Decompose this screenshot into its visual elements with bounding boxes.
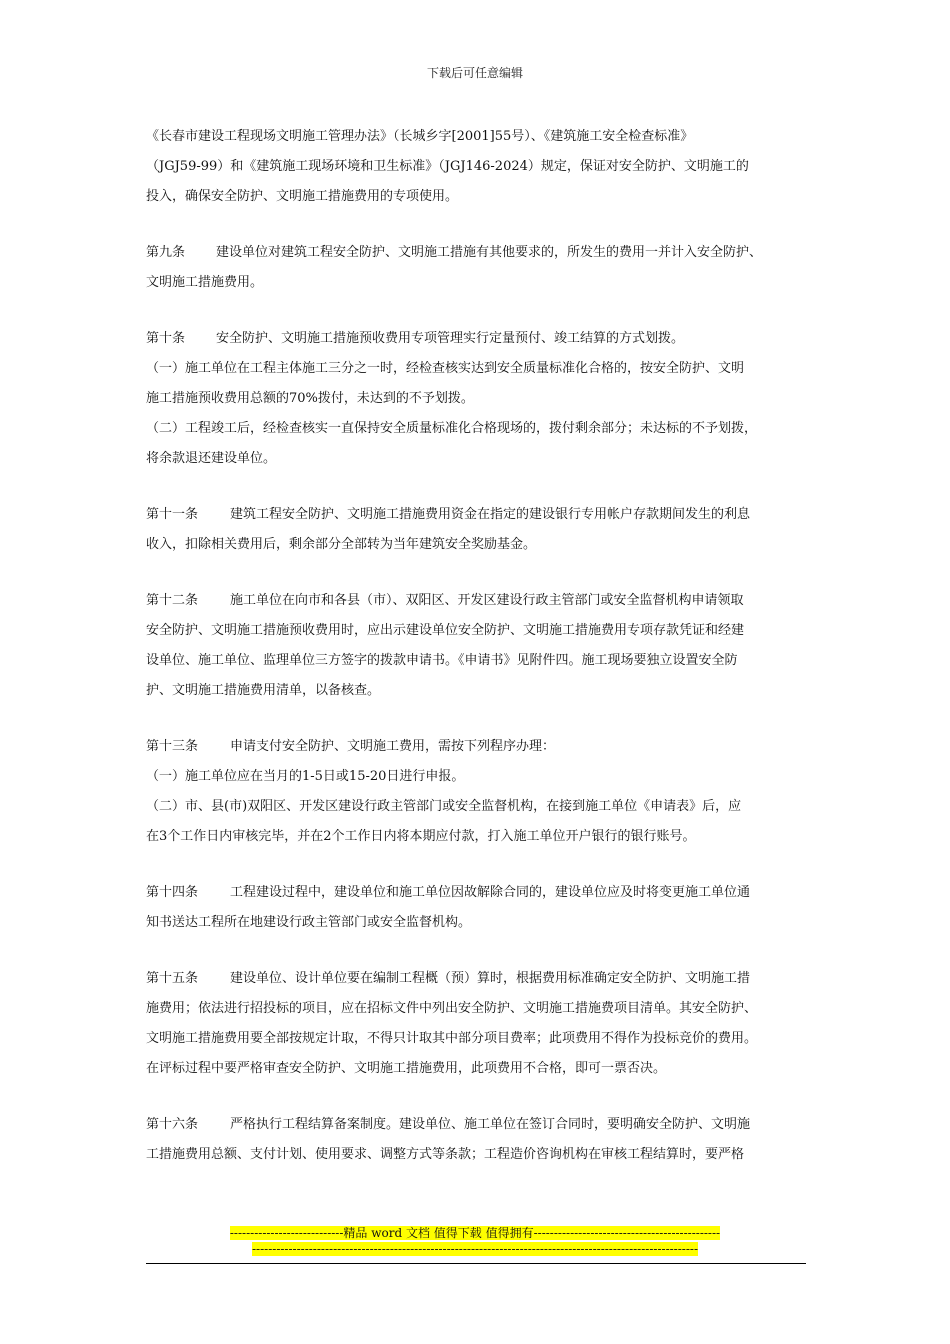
article-14 — [146, 878, 810, 938]
text-line: （二）工程竣工后，经检查核实一直保持安全质量标准化合格现场的，拨付剩余部分；未达标的不予划拨， — [146, 421, 758, 436]
footer-divider — [146, 1263, 806, 1264]
text-line: 严格执行工程结算备案制度。建设单位、施工单位在签订合同时，要明确安全防护、文明施 — [230, 1117, 751, 1132]
article-heading: 第九条 — [146, 245, 186, 260]
text-line: （JGJ59-99）和《建筑施工现场环境和卫生标准》（JGJ146-2024）规定，保证对安全防护、文明施工的 — [146, 159, 749, 174]
article-11 — [146, 500, 810, 560]
footer-dashes — [0, 1241, 950, 1257]
text-line: 工措施费用总额、支付计划、使用要求、调整方式等条款；工程造价咨询机构在审核工程结算时，要严格 — [146, 1147, 745, 1162]
footer-dashes-text: -------------------------------------------------------------------------------------------------------------- — [251, 1242, 698, 1256]
text-line: 设单位、施工单位、监理单位三方签字的拨款申请书。《申请书》见附件四。施工现场要独立设置安全防 — [146, 653, 738, 668]
text-line: 工程建设过程中，建设单位和施工单位因故解除合同的，建设单位应及时将变更施工单位通 — [230, 885, 751, 900]
article-9 — [146, 238, 810, 298]
text-line: 将余款退还建设单位。 — [146, 451, 277, 466]
text-line: （二）市、县(市)双阳区、开发区建设行政主管部门或安全监督机构，在接到施工单位《申请表》后，应 — [146, 799, 742, 814]
article-10 — [146, 324, 810, 474]
text-line: （一）施工单位在工程主体施工三分之一时，经检查核实达到安全质量标准化合格的，按安全防护、文明 — [146, 361, 745, 376]
text-line: 建设单位对建筑工程安全防护、文明施工措施有其他要求的，所发生的费用一并计入安全防护、 — [216, 245, 763, 260]
text-line: 《长春市建设工程现场文明施工管理办法》（长城乡字[2001]55号）、《建筑施工安全检查标准》 — [146, 129, 694, 144]
text-line: 施工单位在向市和各县（市）、双阳区、开发区建设行政主管部门或安全监督机构申请领取 — [230, 593, 744, 608]
article-heading: 第十五条 — [146, 971, 199, 986]
text-line: 申请支付安全防护、文明施工费用，需按下列程序办理： — [230, 739, 556, 754]
text-line: 文明施工措施费用。 — [146, 275, 264, 290]
article-heading: 第十三条 — [146, 739, 199, 754]
article-15 — [146, 964, 810, 1084]
text-line: 建筑工程安全防护、文明施工措施费用资金在指定的建设银行专用帐户存款期间发生的利息 — [230, 507, 751, 522]
text-line: 施工措施预收费用总额的70%拨付，未达到的不予划拨。 — [146, 391, 474, 406]
article-heading: 第十二条 — [146, 593, 199, 608]
footer-banner — [0, 1225, 950, 1241]
text-line: 建设单位、设计单位要在编制工程概（预）算时，根据费用标准确定安全防护、文明施工措 — [230, 971, 751, 986]
text-line: 安全防护、文明施工措施预收费用专项管理实行定量预付、竣工结算的方式划拨。 — [216, 331, 685, 346]
article-heading: 第十条 — [146, 331, 186, 346]
page-footer — [0, 1225, 950, 1257]
article-12 — [146, 586, 810, 706]
article-16 — [146, 1110, 810, 1170]
text-line: 安全防护、文明施工措施预收费用时，应出示建设单位安全防护、文明施工措施费用专项存款凭证和经建 — [146, 623, 745, 638]
text-line: 在评标过程中要严格审查安全防护、文明施工措施费用，此项费用不合格，即可一票否决。 — [146, 1061, 667, 1076]
text-line: 护、文明施工措施费用清单，以备核查。 — [146, 683, 381, 698]
text-line: 在3个工作日内审核完毕，并在2个工作日内将本期应付款，打入施工单位开户银行的银行账号。 — [146, 829, 696, 844]
text-line: 收入，扣除相关费用后，剩余部分全部转为当年建筑安全奖励基金。 — [146, 537, 537, 552]
text-line: （一）施工单位应在当月的1-5日或15-20日进行申报。 — [146, 769, 465, 784]
article-13 — [146, 732, 810, 852]
document-body — [146, 122, 810, 1196]
footer-banner-text: ----------------------------精品 word 文档 值得下载 值得拥有---------------------------------------------- — [229, 1226, 721, 1240]
text-line: 投入，确保安全防护、文明施工措施费用的专项使用。 — [146, 189, 459, 204]
text-line: 知书送达工程所在地建设行政主管部门或安全监督机构。 — [146, 915, 472, 930]
text-line: 施费用；依法进行招投标的项目，应在招标文件中列出安全防护、文明施工措施费项目清单。其安全防护、 — [146, 1001, 758, 1016]
paragraph-intro — [146, 122, 810, 212]
article-heading: 第十四条 — [146, 885, 199, 900]
page-header: 下载后可任意编辑 — [426, 66, 523, 80]
article-heading: 第十一条 — [146, 507, 199, 522]
article-heading: 第十六条 — [146, 1117, 199, 1132]
text-line: 文明施工措施费用要全部按规定计取，不得只计取其中部分项目费率；此项费用不得作为投标竞价的费用。 — [146, 1031, 758, 1046]
